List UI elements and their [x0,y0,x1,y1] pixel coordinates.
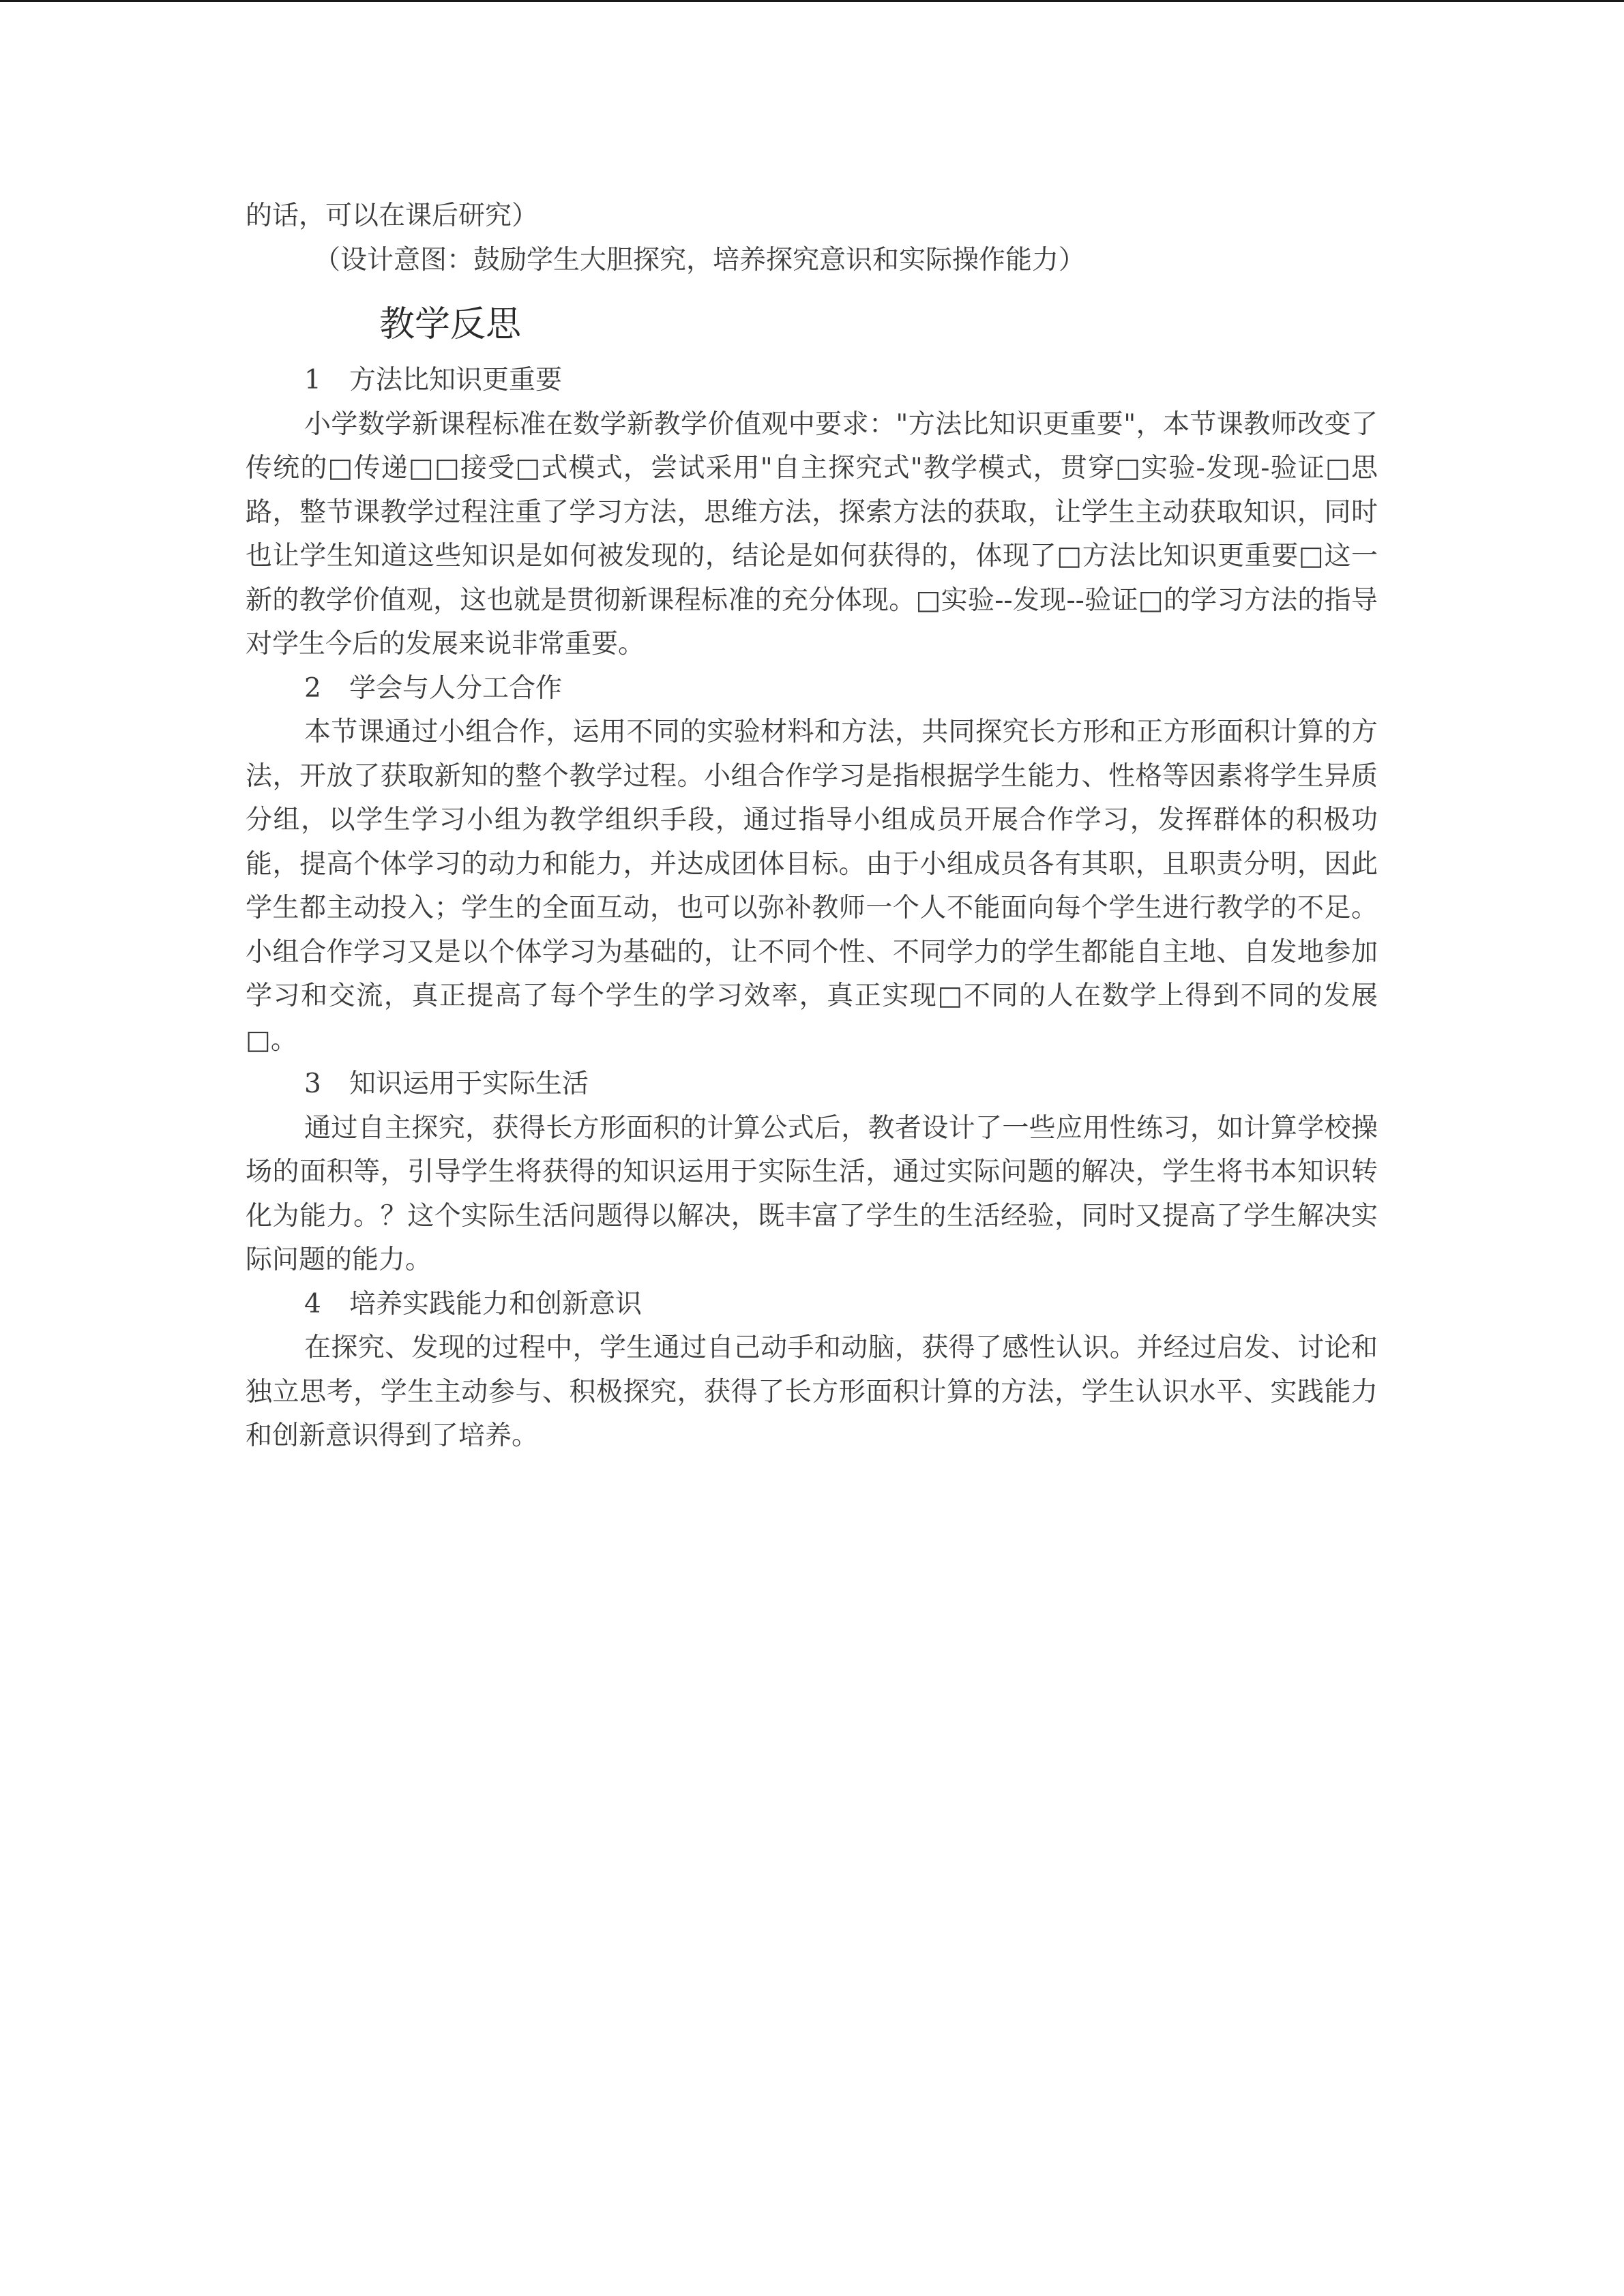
section-heading [246,359,1378,403]
section-heading-text: 培养实践能力和创新意识 [349,1288,643,1320]
reflection-section-4 [246,1283,1378,1459]
section-heading [246,1062,1378,1107]
section-heading-text: 学会与人分工合作 [349,672,563,704]
section-heading [246,1283,1378,1327]
section-heading-text: 知识运用于实际生活 [349,1069,589,1099]
section-number: 1 [304,365,321,396]
reflection-section-3 [246,1062,1378,1283]
section-body: 小学数学新课程标准在数学新教学价值观中要求："方法比知识更重要"，本节课教师改变了传统的□传递□□接受□式模式，尝试采用"自主探究式"教学模式，贯穿□实验-发现-验证□思路，整节课教学过程注重了学习方法，思维方法，探索方法的获取，让学生主动获取知识，同时也让学生知道这些知识是如何被发现的，结论是如何获得的，体现了□方法比知识更重要□这一新的教学价值观，这也就是贯彻新课程标准的充分体现。□实验--发现--验证□的学习方法的指导对学生今后的发展来说非常重要。 [246,408,1378,659]
section-body: 本节课通过小组合作，运用不同的实验材料和方法，共同探究长方形和正方形面积计算的方法，开放了获取新知的整个教学过程。小组合作学习是指根据学生能力、性格等因素将学生异质分组，以学生学习小组为教学组织手段，通过指导小组成员开展合作学习，发挥群体的积极功能，提高个体学习的动力和能力，并达成团体目标。由于小组成员各有其职，且职责分明，因此学生都主动投入；学生的全面互动，也可以弥补教师一个人不能面向每个学生进行教学的不足。小组合作学习又是以个体学习为基础的，让不同个性、不同学力的学生都能自主地、自发地参加学习和交流，真正提高了每个学生的学习效率，真正实现□不同的人在数学上得到不同的发展□。 [246,717,1378,1056]
reflection-section-2 [246,667,1378,1063]
section-heading-text: 方法比知识更重要 [349,365,563,396]
section-title: 教学反思 [379,304,522,345]
section-number: 3 [304,1069,321,1099]
section-number: 2 [304,672,321,704]
reflection-section-1 [246,359,1378,667]
section-body: 在探究、发现的过程中，学生通过自己动手和动脑，获得了感性认识。并经过启发、讨论和独立思考，学生主动参与、积极探究，获得了长方形面积计算的方法，学生认识水平、实践能力和创新意识得到了培养。 [246,1332,1378,1451]
section-heading [246,667,1378,711]
design-intent-note: （设计意图：鼓励学生大胆探究，培养探究意识和实际操作能力） [314,244,1086,275]
intro-continuation-line: 的话，可以在课后研究） [246,200,539,231]
document-content [246,194,1378,1459]
section-number: 4 [304,1288,321,1320]
section-body: 通过自主探究，获得长方形面积的计算公式后，教者设计了一些应用性练习，如计算学校操场的面积等，引导学生将获得的知识运用于实际生活，通过实际问题的解决，学生将书本知识转化为能力。？这个实际生活问题得以解决，既丰富了学生的生活经验，同时又提高了学生解决实际问题的能力。 [246,1112,1378,1275]
